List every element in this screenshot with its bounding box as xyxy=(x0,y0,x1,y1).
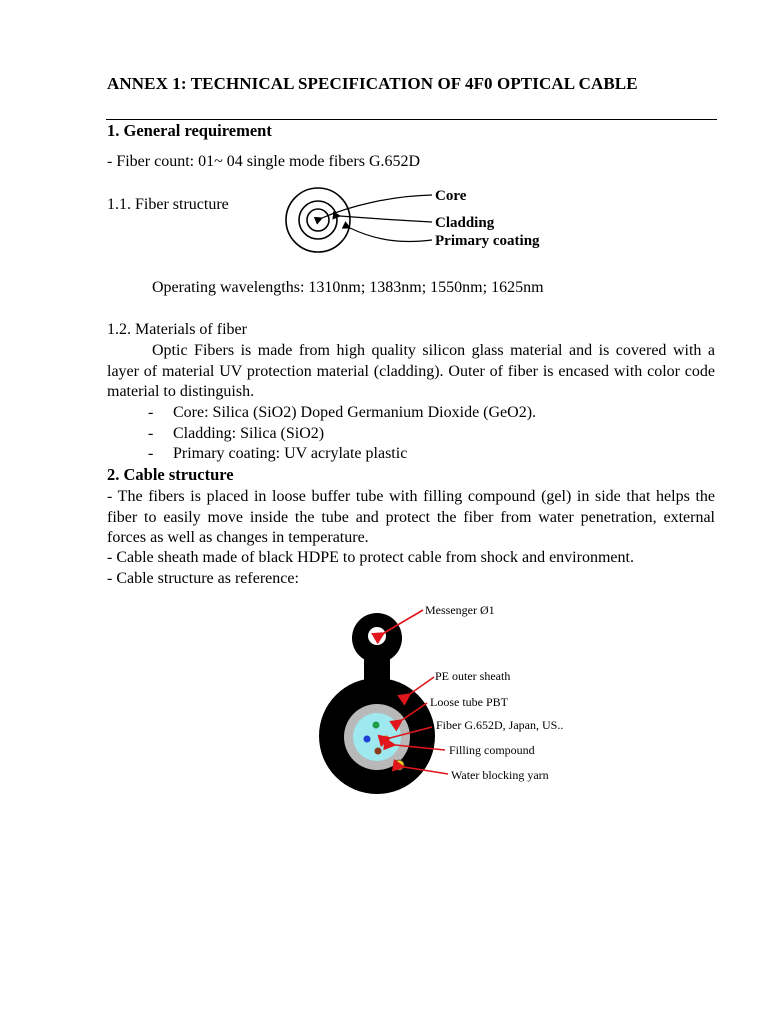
cable-structure-diagram xyxy=(310,596,600,806)
list-item-text: Primary coating: UV acrylate plastic xyxy=(173,445,408,462)
filling-compound-label: Filling compound xyxy=(449,743,535,757)
core-pointer xyxy=(322,195,432,218)
primary-coating-ring xyxy=(286,188,350,252)
fiber-brown xyxy=(375,748,382,755)
cable-structure-paragraph-1: - The fibers is placed in loose buffer tube with filling compound (gel) in side that helps the fiber to easily move inside the tube and protect the fiber from water penetration, external forces as well as changes in temperature. xyxy=(107,488,715,546)
fiber-count-text: - Fiber count: 01~ 04 single mode fibers G.652D xyxy=(107,153,421,170)
section-1-heading: 1. General requirement xyxy=(107,121,272,140)
primary-coating-label: Primary coating xyxy=(435,233,540,249)
water-blocking-yarn xyxy=(394,760,404,770)
water-blocking-yarn-label: Water blocking yarn xyxy=(451,768,549,782)
fiber-label: Fiber G.652D, Japan, US.. xyxy=(436,718,564,732)
materials-label: 1.2. Materials of fiber xyxy=(107,321,247,338)
core-ring xyxy=(307,209,329,231)
cladding-ring xyxy=(299,201,337,239)
list-item-text: Cladding: Silica (SiO2) xyxy=(173,425,325,442)
fiber-structure-diagram xyxy=(280,182,560,262)
materials-paragraph: Optic Fibers is made from high quality silicon glass material and is covered with a layer of material UV protection material (cladding). Outer of fiber is encased with color code material to distinguish. xyxy=(107,342,715,400)
pe-outer-sheath-pointer xyxy=(410,677,434,694)
list-dash: - xyxy=(148,404,154,421)
fiber-orange xyxy=(383,736,390,743)
core-label: Core xyxy=(435,188,467,204)
primary-coating-pointer xyxy=(350,228,432,242)
messenger-label: Messenger Ø1 xyxy=(425,603,495,617)
cladding-pointer xyxy=(340,216,432,222)
list-item-text: Core: Silica (SiO2) Doped Germanium Dioxide (GeO2). xyxy=(173,404,537,421)
messenger-wire xyxy=(368,627,386,645)
operating-wavelengths-text: Operating wavelengths: 1310nm; 1383nm; 1550nm; 1625nm xyxy=(152,279,544,296)
loose-tube-label: Loose tube PBT xyxy=(430,695,508,709)
cable-structure-paragraph-3: - Cable structure as reference: xyxy=(107,570,299,587)
section-2-heading: 2. Cable structure xyxy=(107,465,234,484)
fiber-structure-label: 1.1. Fiber structure xyxy=(107,196,229,213)
title-divider xyxy=(106,119,717,120)
list-dash: - xyxy=(148,425,154,442)
fiber-blue xyxy=(364,736,371,743)
cable-structure-paragraph-2: - Cable sheath made of black HDPE to protect cable from shock and environment. xyxy=(107,549,634,566)
pe-outer-sheath-label: PE outer sheath xyxy=(435,669,511,683)
cladding-label: Cladding xyxy=(435,215,495,231)
list-dash: - xyxy=(148,445,154,462)
document-title: ANNEX 1: TECHNICAL SPECIFICATION OF 4F0 OPTICAL CABLE xyxy=(107,74,638,93)
fiber-green xyxy=(373,722,380,729)
